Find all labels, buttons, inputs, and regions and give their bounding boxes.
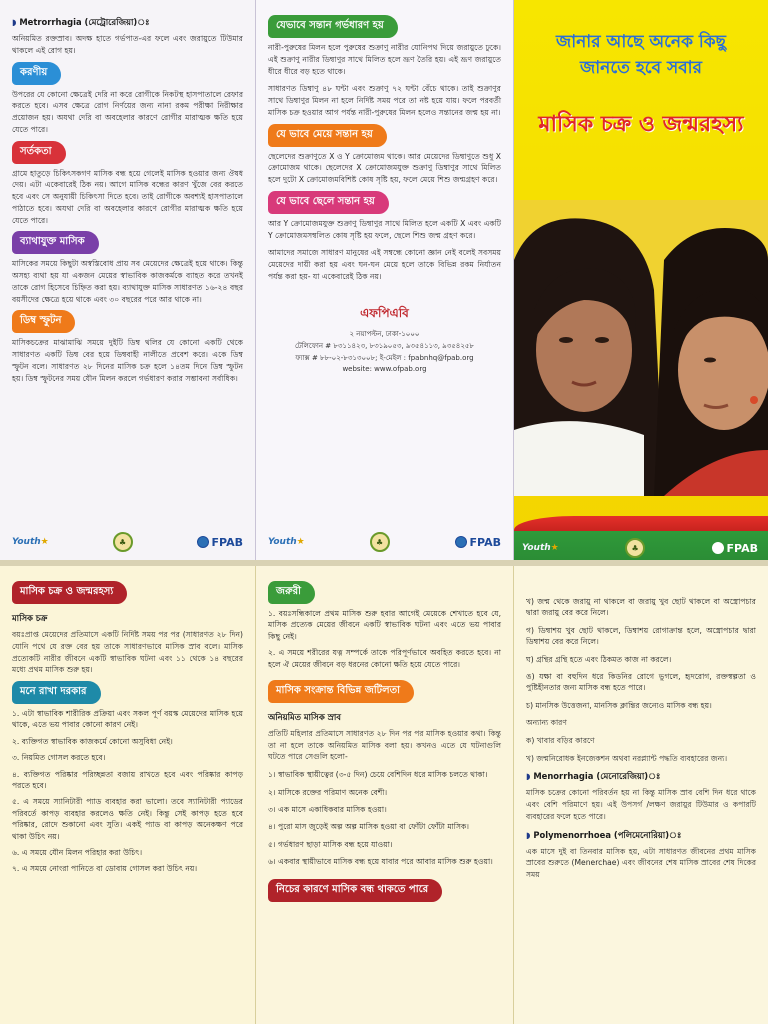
- org-name: এফপিএবি: [360, 305, 409, 320]
- joruri-list: [268, 608, 501, 670]
- fpab-logo: FPAB: [455, 536, 501, 549]
- jotilota-heading: মাসিক সংক্রান্ত বিভিন্ন জটিলতা: [268, 680, 414, 703]
- star-icon: ★: [40, 537, 49, 547]
- panel-bottom-middle: [256, 566, 514, 1024]
- website-line[interactable]: website: www.ofpab.org: [342, 365, 427, 374]
- oniyomito-list: [268, 769, 501, 867]
- list-item: খ) জন্ম থেকে জরায়ু না থাকলে বা জরায়ু খুব ছোট থাকলে বা অস্ত্রোপচার দ্বারা জরায়ু বের করে নিলে।: [526, 597, 756, 618]
- panel-top-middle: [256, 0, 514, 566]
- panel-top-left: [0, 0, 256, 566]
- globe-icon: [455, 536, 467, 548]
- list-item: ঘ) গ্রন্থির গ্রন্থি হতে এবং ঠিকমত কাজ না করলে।: [526, 654, 672, 664]
- two-women-illustration: [514, 200, 768, 496]
- meye-text: ছেলেদের শুক্রাণুতে X ও Y ক্রোমোজম থাকে। আর মেয়েদের ডিম্বাণুতে শুধু X ক্রোমোজম থাকে। ছেলেদের X ক্রোমোজমযুক্ত শুক্রাণু ডিম্বাণুর সাথে মিলিত হলে দুটো X ক্রোমোজমবিশিষ্ট কোষ সৃষ্টি হয়, ফলে মেয়ে শিশু জন্মগ্রহণ করে।: [268, 151, 501, 185]
- masik-heading: মাসিক চক্র ও জন্মরহস্য: [12, 581, 127, 604]
- address-block: [268, 305, 501, 377]
- emblem-icon: ♣: [113, 532, 133, 552]
- fpab-logo: FPAB: [197, 536, 243, 549]
- list-item: ৫। গর্ভধারণ ছাড়া মাসিক বন্ধ হয়ে যাওয়া।: [268, 839, 393, 849]
- karon-list: [526, 596, 756, 711]
- star-icon: ★: [296, 537, 305, 547]
- cover-tagline-line-2: জানতে হবে সবার: [580, 57, 702, 78]
- list-item: ২. এ সময়ে শরীরের যত্ন সম্পর্কে তাকে পরিপূর্ণভাবে অবহিত করতে হবে। না হলে ঐ মেয়ের জীবনে বড় ধরনের কোনো ক্ষতি হয়ে যেতে পারে।: [268, 648, 501, 669]
- menorrhagia-heading: ◗ Menorrhagia (মেনোরেজিয়া)ঃ: [526, 771, 661, 782]
- koroniyo-heading: করণীয়: [12, 62, 61, 85]
- cover-photo: [514, 200, 768, 496]
- emblem-icon: ♣: [625, 538, 645, 558]
- list-item: ঙ) যক্ষা বা বহুদিন ধরে কিডনির রোগে ভুগলে, হৃদরোগ, রক্তস্বল্পতা ও পুষ্টিহীনতার জন্য মাসিক বন্ধ হতে পারে।: [526, 671, 756, 693]
- list-item: ৭. এ সময়ে নোংরা পানিতে বা ডোবায় গোসল করা উচিৎ নয়।: [12, 864, 198, 874]
- phone-line: টেলিফোন # ৮৩১১৪২৩, ৮৩১৯০৫৩, ৯৩৫৪১১৩, ৯৩৫৪২৫৮: [295, 341, 474, 350]
- chele-text-2: আমাদের সমাজে সাধারণ মানুষের এই সম্বন্ধে কোনো জ্ঞান নেই বলেই সবসময় মেয়েদের দায়ী করা হয় এবং ঘন-ঘন মেয়ে হলে তাকে বিভিন্ন রকম নির্যাতন পর্যন্ত করা হয়- যা একেবারেই ঠিক নয়।: [268, 248, 501, 281]
- youth-logo: Youth★: [268, 537, 305, 547]
- sotorkota-heading: সর্তকতা: [12, 141, 66, 164]
- onnyanno-label: অন্যান্য কারণ: [526, 718, 567, 728]
- list-item: ৪। পুরো মাস জুড়েই অল্প অল্প মাসিক হওয়া বা ফোঁটা ফোঁটা মাসিক।: [268, 822, 470, 832]
- chele-text-1: আর Y ক্রোমোজমযুক্ত শুক্রাণু ডিম্বাণুর সাথে মিলিত হলে একটি X এবং একটি Y ক্রোমোজমসম্বলিত কোষ সৃষ্টি হয় ফলে, ছেলে শিশু জন্ম গ্রহণ করে।: [268, 218, 501, 240]
- oniyomito-text: প্রতিটি মহিলার প্রতিমাসে সাধারণত ২৮ দিন পর পর মাসিক হওয়ার কথা। কিন্তু তা না হলে তাকে অনিয়মিত মাসিক বলা হয়। কখনও এতে যে ঘটনাগুলি ঘটতে পারে সেগুলি হলো-: [268, 728, 501, 762]
- star-icon: ★: [550, 543, 559, 553]
- youth-logo: Youth★: [12, 537, 49, 547]
- list-item: ২। মাসিকে রক্তের পরিমাণ অনেক বেশী।: [268, 787, 388, 797]
- logo-row: [268, 532, 501, 552]
- list-item: ২. ব্যক্তিগত স্বাভাবিক কাজকর্মে কোনো অসুবিধা নেই।: [12, 736, 173, 746]
- fpab-logo: FPAB: [712, 542, 758, 555]
- globe-icon: [197, 536, 209, 548]
- koroniyo-text: উপরের যে কোনো ক্ষেত্রেই দেরি না করে রোগীকে নিকটস্থ হাসপাতালে রেফার করতে হবে। এসব ক্ষেত্রে রোগ নির্ণয়ের জন্য নানা রকম পরীক্ষা নিরীক্ষার প্রয়োজন হয়। অযথা দেরি বা অবহেলার কারণে রোগীর মারাত্মক ক্ষতি হয়ে যেতে পারে।: [12, 89, 243, 134]
- polymenorrhoea-text: এক মাসে দুই বা তিনবার মাসিক হয়, এটা সাধারণত জীবনের প্রথম মাসিক স্রাবের শুরুতে (Menerchae) এবং জীবনের শেষ মাসিক স্রাবের শেষ দিকের সময়: [526, 846, 756, 880]
- logo-row: [12, 532, 243, 552]
- ko-item: ক) খাবার বড়ির কারণে: [526, 735, 595, 745]
- oniyomito-subheading: অনিয়মিত মাসিক স্রাব: [268, 711, 341, 722]
- byatha-heading: ব্যাথাযুক্ত মাসিক: [12, 231, 99, 254]
- list-item: ৬। একবার স্থায়ীভাবে মাসিক বন্ধ হয়ে যাবার পরে আবার মাসিক শুরু হওয়া।: [268, 857, 493, 867]
- panel-cover: [514, 0, 768, 566]
- panel-bottom-right: [514, 566, 768, 1024]
- mone-list: [12, 708, 243, 875]
- emblem-icon: ♣: [370, 532, 390, 552]
- cover-tagline-line-1: জানার আছে অনেক কিছু: [556, 32, 726, 52]
- polymenorrhoea-heading: ◗ Polymenorrhoea (পলিমেনোরিয়া)ঃ: [526, 829, 682, 840]
- garbha-heading: যেভাবে সন্তান গর্ভধারণ হয়: [268, 15, 398, 38]
- list-item: ১. এটা স্বাভাবিক শারীরিক প্রক্রিয়া এবং সকল পূর্ণ বয়স্ক মেয়েদের মাসিক হয়ে থাকে, এতে ভয় পাবার কোনো কারণ নেই।: [12, 709, 243, 730]
- sotorkota-text: গ্রামে হাতুড়ে চিকিৎসকগণ মাসিক বন্ধ হয়ে গেলেই মাসিক হওয়ার জন্য ঔষধ দেয়। এটা একেবারেই ঠিক নয়। আগে মাসিক বন্ধের কারণ খুঁজে বের করতে হবে এবং সে অনুযায়ী চিকিৎসা দিতে হবে। তাই রোগীকে অবশ্যই হাসপাতালে পাঠাতে হবে। অযথা দেরি বা অবহেলার কারণে রোগীর মারাত্মক ক্ষতি হয়ে যেতে পারে।: [12, 168, 243, 225]
- joruri-heading: জরুরী: [268, 581, 315, 604]
- chele-heading: যে ভাবে ছেলে সন্তান হয়: [268, 191, 389, 214]
- list-item: ৩. নিয়মিত গোসল করতে হবে।: [12, 753, 106, 763]
- dimba-heading: ডিম্ব স্ফুটন: [12, 310, 75, 333]
- panel-bottom-left: [0, 566, 256, 1024]
- fax-email-line: ফ্যাক্স # ৮৮-০২-৮৩১৩০০৮; ই-মেইল : fpabnhq@fpab.org: [295, 353, 474, 362]
- youth-logo: Youth★: [522, 543, 559, 553]
- globe-icon: [712, 542, 724, 554]
- garbha-text-1: নারী-পুরুষের মিলন হলে পুরুষের শুক্রাণু নারীর যোনিপথ দিয়ে জরায়ুতে ঢুকে। এই শুক্রাণু নারীর ডিম্বাণুর সাথে মিলিত হলে ভ্রূণ তৈরি হয়। এই ভ্রূণ জরায়ুতে ধীরে ধীরে বড় হতে থাকে।: [268, 43, 501, 76]
- list-item: ৫. এ সময়ে স্যানিটারী প্যাড ব্যবহার করা ভালো। তবে স্যানিটারী প্যাডের পরিবর্তে কাপড় ব্যবহার করলেও ক্ষতি নেই। কিন্তু সেই কাপড় হতে হবে পরিষ্কার, রোদে শুকানো এবং সুতি। একই প্যাড বা কাপড় অনেকক্ষণ পরে থাকা উচিৎ নয়।: [12, 797, 243, 841]
- mone-heading: মনে রাখা দরকার: [12, 681, 101, 704]
- dimba-text: মাসিকচক্রের মাঝামাঝি সময়ে দুইটি ডিম্ব থলির যে কোনো একটি থেকে সাধারণত একটি ডিম্ব বের হয়ে ডিম্ববাহী নালীতে প্রবেশ করে। একে ডিম্ব স্ফুটন বলে। সাধারণত ২৮ দিনের মাসিক চক্র হলে ১৪তম দিনে ডিম্ব স্ফুটন হয়। ডিম্ব স্ফুটনের সময় যৌন মিলন করলে গর্ভধারণ করার সম্ভাবনা সর্বাধিক।: [12, 338, 243, 383]
- list-item: ১. বয়ঃসন্ধিকালে প্রথম মাসিক শুরু হবার আগেই মেয়েকে শেখাতে হবে যে, মাসিক প্রত্যেক মেয়ের জীবনে একটি স্বাভাবিক ঘটনা এবং এতে ভয় পাবার কিছু নেই।: [268, 609, 501, 641]
- meye-heading: যে ভাবে মেয়ে সন্তান হয়: [268, 124, 387, 147]
- menorrhagia-text: মাসিক চক্রের কোনো পরিবর্তন হয় না কিন্তু মাসিক স্রাব বেশি দিন ধরে থাকে এবং বেশি পরিমাণে হয়। এই উপসর্গ /লক্ষণ জরায়ুর টিউমার ও কপারটি ব্যবহারের ফলে হতে পারে।: [526, 788, 756, 821]
- logo-row: [522, 538, 758, 558]
- byatha-text: মাসিকের সময়ে কিছুটা অস্বস্তিবোধ প্রায় সব মেয়েদের ক্ষেত্রেই হয়ে থাকে। কিন্তু অসহ্য ব্যথা হয় যা একজন মেয়ের স্বাভাবিক কাজকর্মকে ব্যাহত করে তখনই তাকে রোগ হিসেবে চিহ্নিত করা হয়। ব্যাথাযুক্ত মাসিক সাধারণত ১৬-২৪ বছর বয়সীদের ক্ষেত্রে হয়ে থাকে এবং ৩০ বছরের পরে আর থাকে না।: [12, 259, 243, 304]
- metrorrhagia-heading: ◗ Metrorrhagia (মেট্রোরেজিয়া)ঃ: [12, 17, 150, 27]
- list-item: ৬. এ সময়ে যৌন মিলন পরিহার করা উচিৎ।: [12, 847, 143, 857]
- cover-tagline: [514, 30, 768, 81]
- list-item: চ) মানসিক উত্তেজনা, মানসিক ক্লান্তির জন্যেও মাসিক বন্ধ হয়।: [526, 700, 712, 710]
- address-line: ২ নয়াপল্টন, ঢাকা-১০০০: [349, 329, 420, 338]
- list-item: ৪. ব্যক্তিগত পরিষ্কার পরিচ্ছন্নতা বজায় রাখতে হবে এবং পরিষ্কার কাপড় পরতে হবে।: [12, 769, 243, 791]
- masik-subheading: মাসিক চক্র: [12, 613, 48, 623]
- cover-footer: [514, 516, 768, 566]
- list-item: ১। স্বাভাবিক স্থায়ীত্বের (৩-৫ দিন) চেয়ে বেশিদিন ধরে মাসিক চলতে থাকা।: [268, 770, 488, 780]
- garbha-text-2: সাধারণত ডিম্বাণু ৪৮ ঘন্টা এবং শুক্রাণু ৭২ ঘন্টা বেঁচে থাকে। তাই শুক্রাণুর সাথে ডিম্বাণুর মিলন না হলে নির্দিষ্ট সময় পরে তা নষ্ট হয়ে যায়। ফলে পরবর্তী মাসিক চক্র হওয়ার আগ পর্যন্ত নারী-পুরুষের মিলন হলেও সন্তানের জন্ম হয় না।: [268, 84, 501, 117]
- kho-item: খ) জন্মনিরোধক ইনজেকশন অথবা নরপ্ল্যান্ট পদ্ধতি ব্যবহারের জন্য।: [526, 753, 728, 763]
- list-item: ৩। এক মাসে একাধিকবার মাসিক হওয়া।: [268, 805, 387, 815]
- list-item: গ) ডিম্বাশয় খুব ছোট থাকলে, ডিম্বাশয় রোগাক্রান্ত হলে, অস্ত্রোপচার দ্বারা ডিম্বাশয় বের করে নিলে।: [526, 625, 756, 647]
- bondho-heading: নিচের কারণে মাসিক বন্ধ থাকতে পারে: [268, 879, 442, 902]
- masik-text: বয়ঃপ্রাপ্ত মেয়েদের প্রতিমাসে একটি নির্দিষ্ট সময় পর পর (সাধারণত ২৮ দিন) যোনি পথে যে রক্ত বের হয় তাকে সাধারণভাবে মাসিক স্রাব বলে। মাসিক প্রত্যেকটি নারীর জীবনে একটি স্বাভাবিক ঘটনা এবং ১১ থেকে ১৪ বছরের মধ্যে প্রথম মাসিক শুরু হয়।: [12, 630, 243, 675]
- cover-main-title: মাসিক চক্র ও জন্মরহস্য: [538, 112, 744, 137]
- metrorrhagia-text: অনিয়মিত রক্তস্রাব। অদক্ষ হাতে গর্ভপাত-এর ফলে এবং জরায়ুতে টিউমার থাকলে এই রোগ হয়।: [12, 34, 243, 55]
